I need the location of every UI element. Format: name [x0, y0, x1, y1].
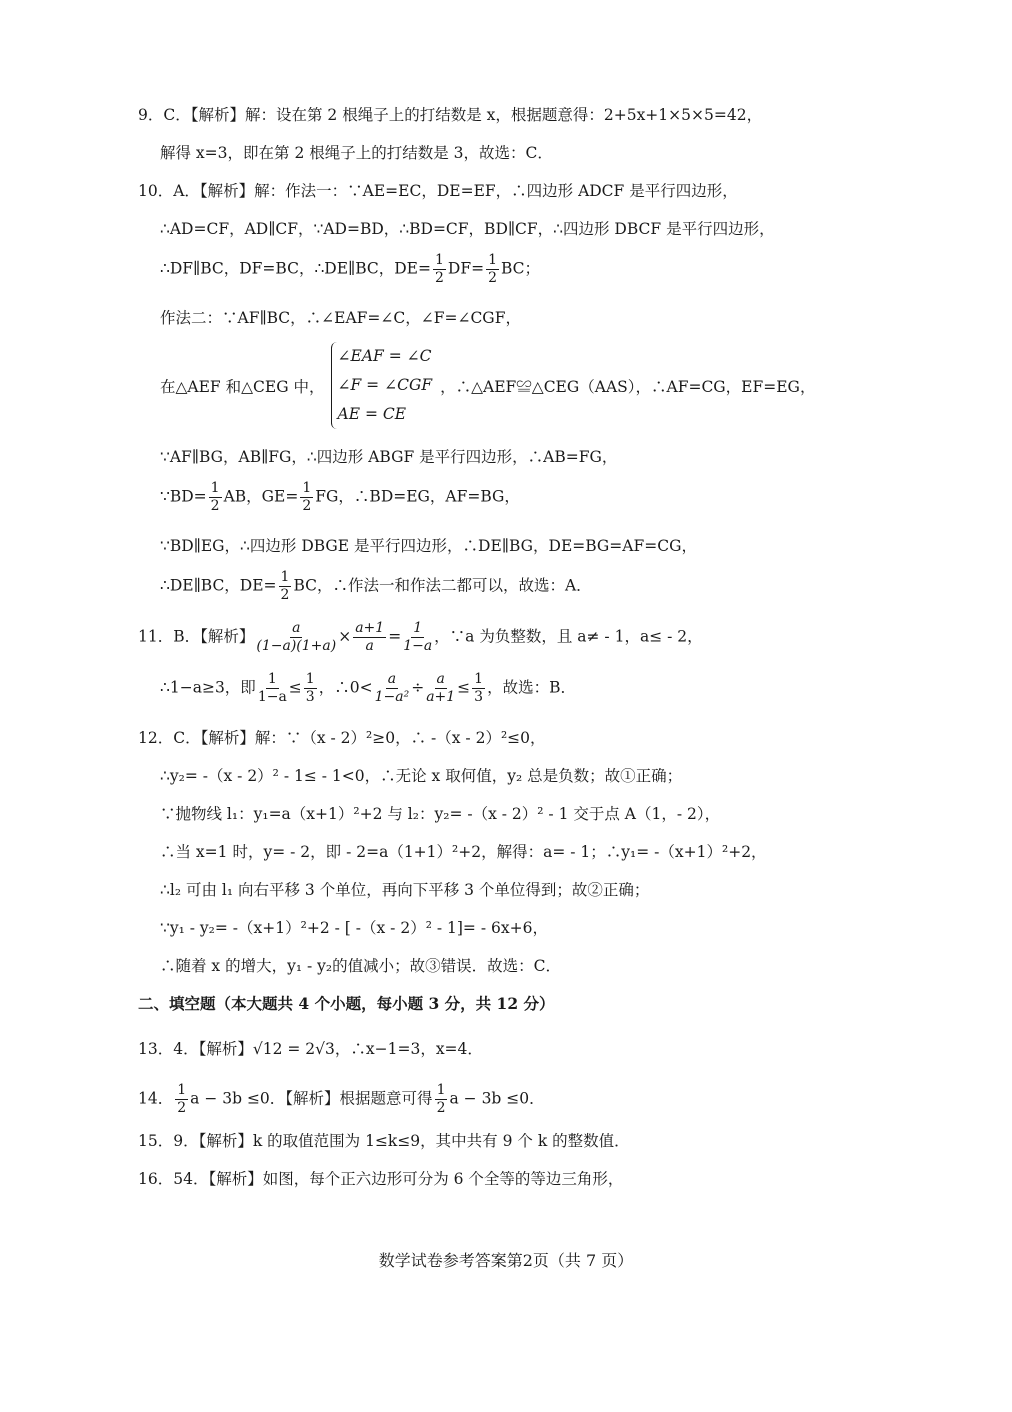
denominator: 2: [210, 498, 220, 514]
text-segment: BC；: [501, 259, 541, 278]
operator: =: [388, 627, 402, 646]
text-segment: 11．B．【解析】: [138, 627, 255, 646]
denominator: 1−a: [257, 689, 287, 705]
text-segment: ，∵a 为负整数，且 a≠ - 1，a≤ - 2，: [434, 627, 703, 646]
answer-16: 16．54．【解析】如图，每个正六边形可分为 6 个全等的等边三角形，: [138, 1170, 624, 1188]
answer-11-line-2: [160, 671, 576, 706]
numerator: a: [387, 671, 397, 687]
operator: ≤: [457, 678, 471, 697]
fraction-half: [175, 1082, 188, 1117]
numerator: 1: [488, 252, 497, 268]
numerator: 1: [302, 480, 312, 496]
answer-13: 13．4．【解析】√12 = 2√3，∴x−1=3，x=4．: [138, 1040, 483, 1058]
numerator: 1: [305, 671, 315, 687]
fraction: [256, 620, 336, 655]
operator: ×: [338, 627, 352, 646]
system-row: ∠EAF = ∠C: [337, 347, 432, 365]
text-segment: DF=: [447, 259, 485, 278]
answer-11-line-1: [138, 620, 703, 655]
answer-14: [138, 1082, 545, 1117]
denominator: 3: [305, 689, 315, 705]
denominator: 3: [474, 689, 484, 705]
text-segment: 在△AEF 和△CEG 中，: [160, 377, 325, 396]
numerator: a: [292, 620, 301, 636]
numerator: a: [436, 671, 445, 687]
numerator: 1: [210, 480, 220, 496]
text-segment: 14．: [138, 1089, 174, 1108]
fraction: [426, 671, 455, 706]
fraction-half: [209, 480, 222, 515]
numerator: a+1: [355, 620, 385, 636]
denominator: (1−a)(1+a): [256, 638, 337, 654]
system-row: ∠F = ∠CGF: [337, 376, 433, 394]
answer-9-line-1: 9．C．【解析】解：设在第 2 根绳子上的打结数是 x，根据题意得：2+5x+1×5×5=42，: [138, 106, 763, 124]
numerator: 1: [434, 252, 444, 268]
answer-10-line-7: [160, 480, 520, 515]
fraction-half: [486, 252, 499, 287]
fraction: [403, 620, 432, 655]
answer-12-line-7: ∴随着 x 的增大，y₁ - y₂的值减小；故③错误．故选：C．: [160, 957, 561, 975]
text-segment: ，∴△AEF≌△CEG（AAS），∴AF=CG，EF=EG，: [440, 377, 816, 396]
text-segment: ∴DF∥BC，DF=BC，∴DE∥BC，DE=: [160, 259, 431, 278]
answer-12-line-4: ∴当 x=1 时，y= - 2，即 - 2=a（1+1）²+2，解得：a= - 1；∴y₁= -（x+1）²+2，: [160, 843, 767, 861]
numerator: 1: [280, 569, 290, 585]
answer-12-line-6: ∵y₁ - y₂= -（x+1）²+2 - [ -（x - 2）² - 1]= - 6x+6，: [160, 919, 548, 937]
text-segment: ∴DE∥BC，DE=: [160, 576, 277, 595]
denominator: a+1: [426, 689, 456, 705]
answer-10-system-line: [160, 342, 815, 429]
answer-10-line-1: 10．A．【解析】解：作法一：∵AE=EC，DE=EF，∴四边形 ADCF 是平行四边形，: [138, 182, 738, 200]
fraction-half: [435, 1082, 448, 1117]
fraction: [472, 671, 485, 706]
denominator: 2: [302, 498, 312, 514]
answer-10-line-4: 作法二：∵AF∥BC，∴∠EAF=∠C，∠F=∠CGF，: [160, 309, 521, 327]
denominator: 2: [280, 587, 290, 603]
denominator: 2: [177, 1100, 187, 1116]
denominator: a: [365, 638, 374, 654]
answer-10-line-9: [160, 569, 592, 604]
text-segment: ∵BD=: [160, 487, 207, 506]
numerator: 1: [177, 1082, 187, 1098]
denominator: 2: [436, 1100, 446, 1116]
operator: ÷: [411, 678, 425, 697]
answer-10-line-3: [160, 252, 540, 287]
text-segment: ，故选：B．: [487, 678, 576, 697]
text-segment: BC，∴作法一和作法二都可以，故选：A．: [293, 576, 592, 595]
answer-10-line-6: ∵AF∥BG，AB∥FG，∴四边形 ABGF 是平行四边形，∴AB=FG，: [160, 448, 618, 466]
text-segment: ∴1−a≥3，即: [160, 678, 256, 697]
numerator: 1: [474, 671, 484, 687]
answer-10-line-8: ∵BD∥EG，∴四边形 DBGE 是平行四边形，∴DE∥BG，DE=BG=AF=CG，: [160, 537, 697, 555]
equation-system: [331, 342, 433, 429]
numerator: 1: [413, 620, 423, 636]
fraction: [353, 620, 386, 655]
text-segment: FG，∴BD=EG，AF=BG，: [315, 487, 520, 506]
fraction-half: [433, 252, 446, 287]
text-segment: ，∴0<: [318, 678, 373, 697]
section-heading-fill-in: 二、填空题（本大题共 4 个小题，每小题 3 分，共 12 分）: [138, 994, 555, 1013]
numerator: 1: [436, 1082, 446, 1098]
text-segment: a − 3b ≤0．【解析】根据题意可得: [190, 1089, 433, 1108]
denominator: 1−a: [403, 638, 433, 654]
answer-10-line-2: ∴AD=CF，AD∥CF，∵AD=BD，∴BD=CF，BD∥CF，∴四边形 DBCF 是平行四边形，: [160, 220, 775, 238]
answer-12-line-2: ∴y₂= -（x - 2）² - 1≤ - 1<0，∴无论 x 取何值，y₂ 总是负数；故①正确；: [160, 767, 683, 785]
denominator: 2: [434, 270, 444, 286]
answer-12-line-5: ∴l₂ 可由 l₁ 向右平移 3 个单位，再向下平移 3 个单位得到；故②正确；: [160, 881, 650, 899]
text-segment: a − 3b ≤0．: [449, 1089, 545, 1108]
system-row: AE = CE: [337, 405, 407, 423]
denominator: 2: [488, 270, 497, 286]
answer-15: 15．9．【解析】k 的取值范围为 1≤k≤9，其中共有 9 个 k 的整数值．: [138, 1132, 630, 1150]
denominator: 1−a²: [374, 689, 410, 705]
numerator: 1: [267, 671, 277, 687]
text-segment: AB，GE=: [223, 487, 299, 506]
fraction-half: [279, 569, 292, 604]
fraction: [258, 671, 287, 706]
fraction: [375, 671, 410, 706]
answer-12-line-3: ∵抛物线 l₁：y₁=a（x+1）²+2 与 l₂：y₂= -（x - 2）² - 1 交于点 A（1，- 2），: [160, 805, 721, 823]
fraction: [304, 671, 317, 706]
fraction-half: [300, 480, 313, 515]
operator: ≤: [288, 678, 302, 697]
answer-9-line-2: 解得 x=3，即在第 2 根绳子上的打结数是 3，故选：C．: [160, 144, 553, 162]
page-footer: 数学试卷参考答案第2页（共 7 页）: [378, 1251, 634, 1270]
answer-12-line-1: 12．C．【解析】解：∵（x - 2）²≥0，∴ -（x - 2）²≤0，: [138, 729, 546, 747]
